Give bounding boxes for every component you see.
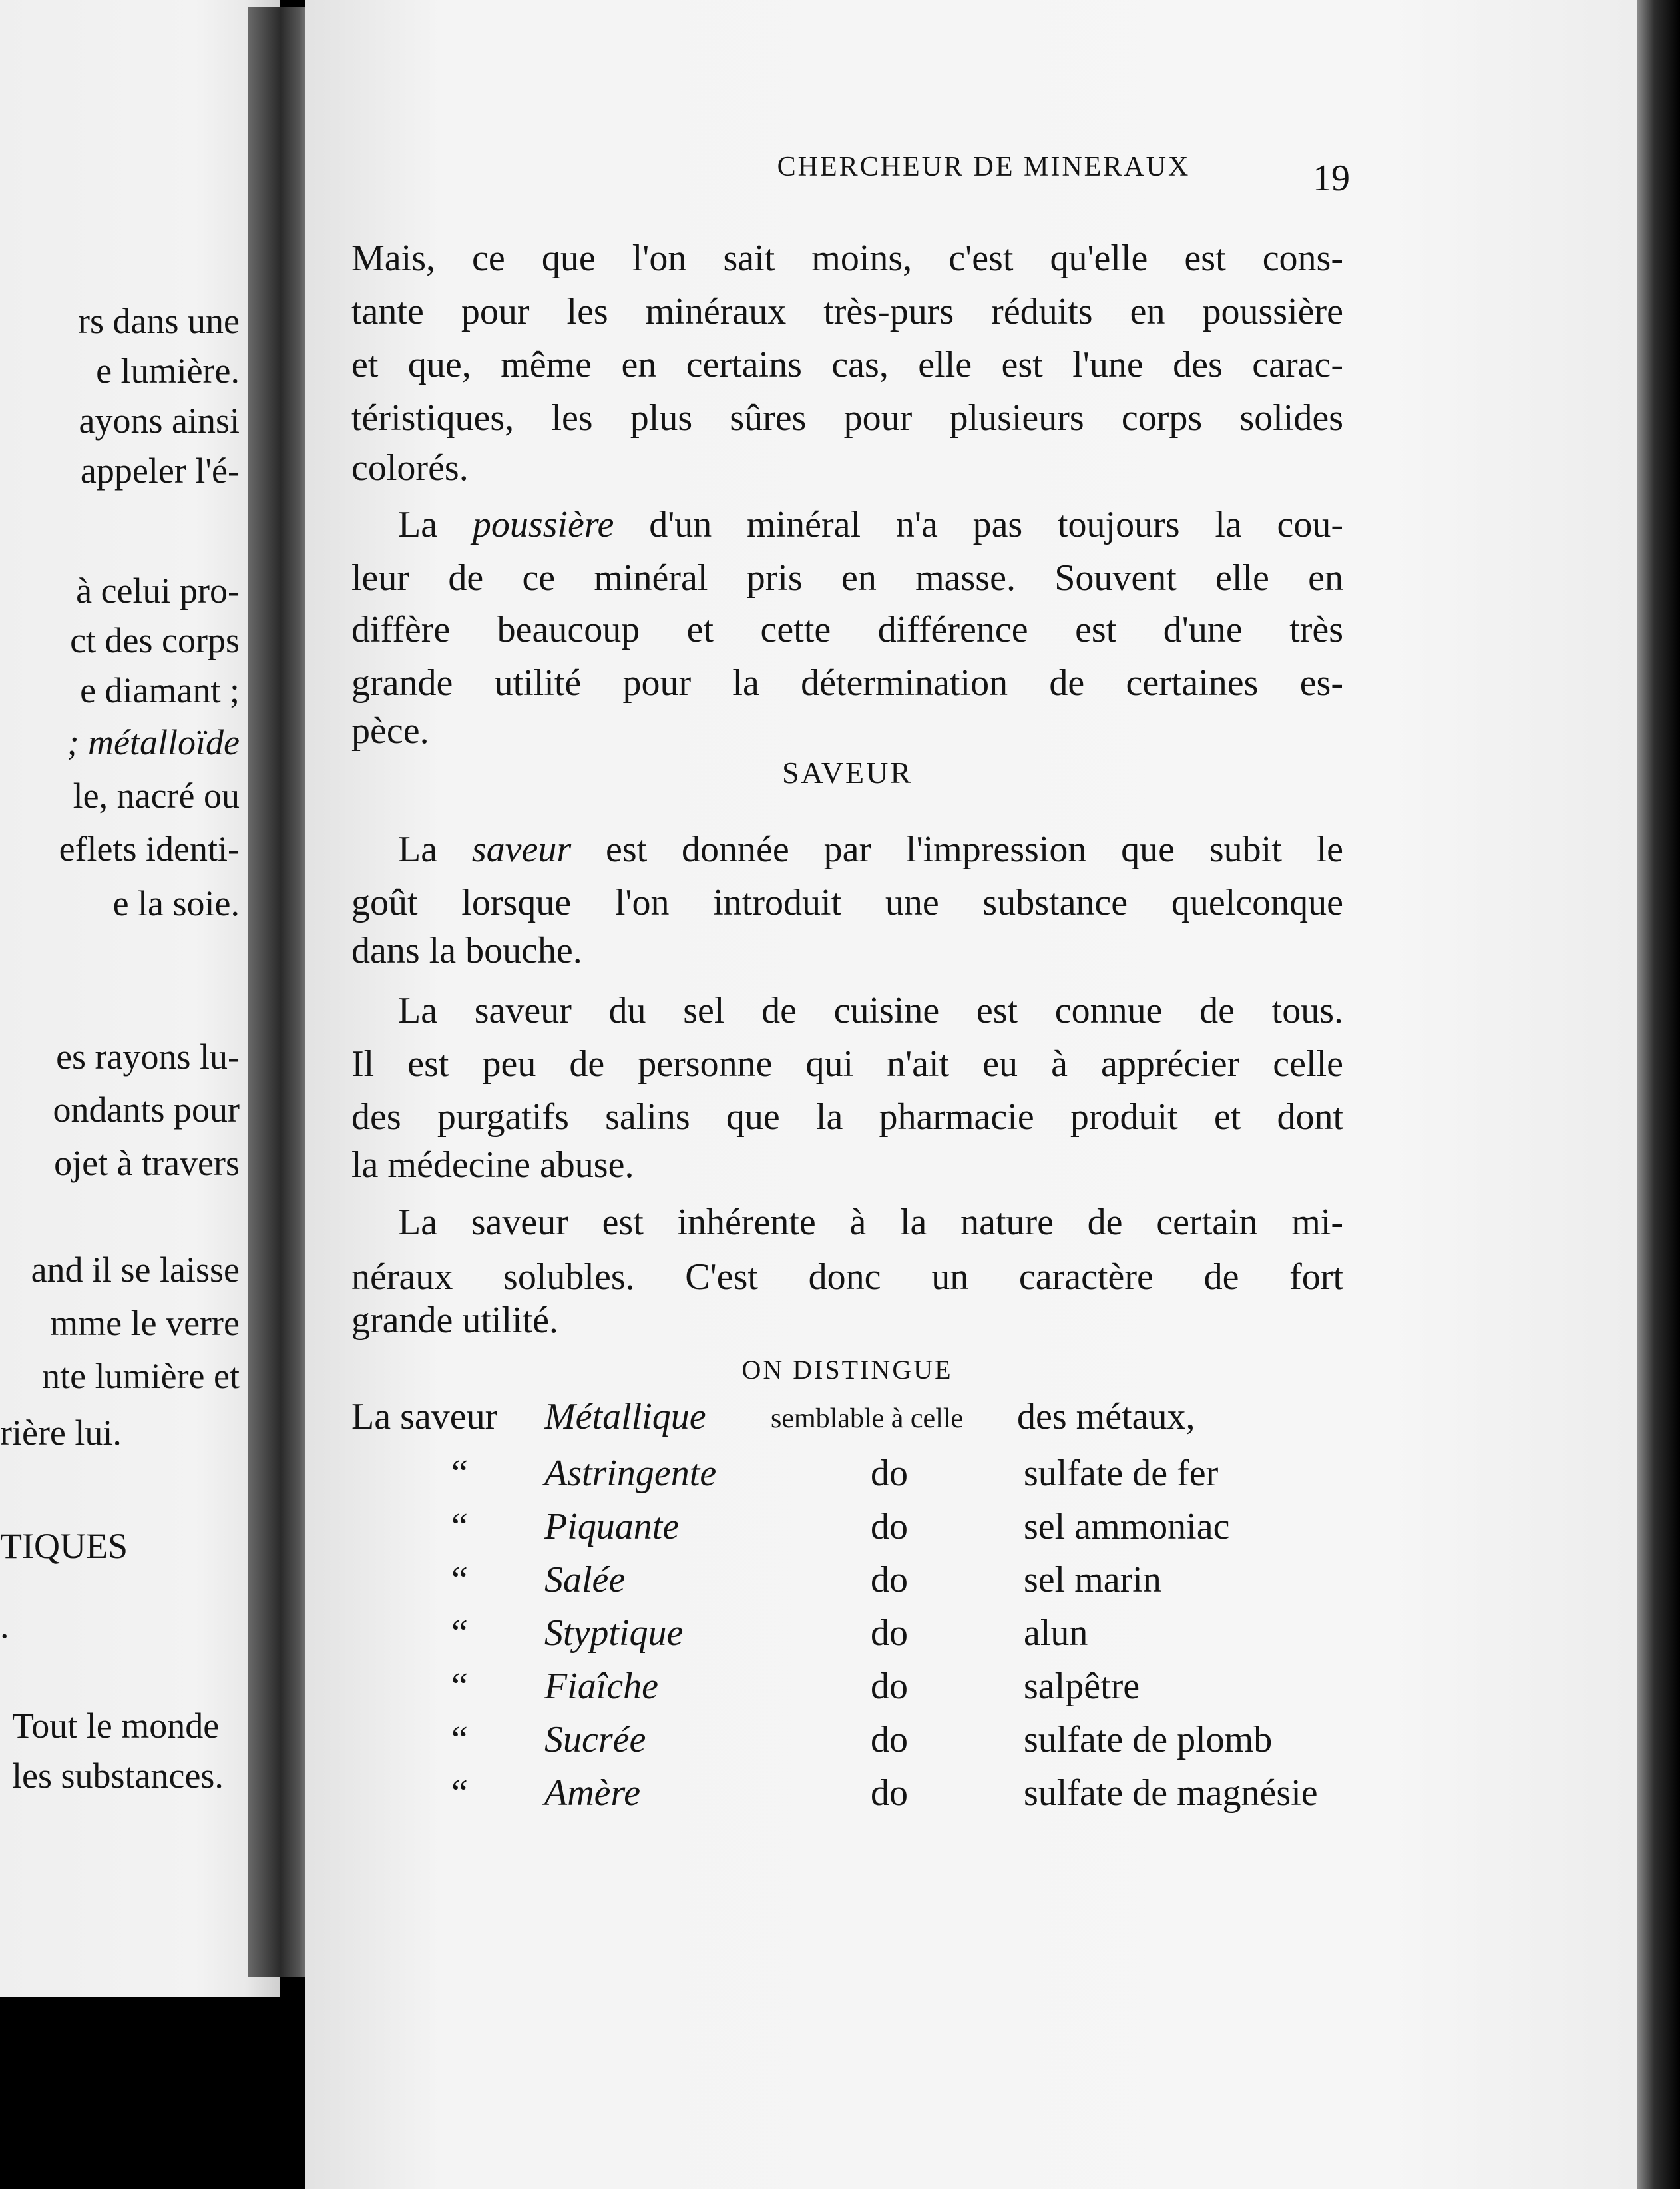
left-page-line: ct des corps [70, 620, 240, 660]
section-heading-saveur: SAVEUR [781, 756, 913, 790]
text-line [398, 831, 1343, 868]
table-taste: Piquante [544, 1506, 680, 1547]
left-page-line: nte lumière et [42, 1356, 240, 1396]
text-line: dans la bouche. [351, 930, 582, 971]
left-page-line: ojet à travers [54, 1143, 240, 1183]
left-page-line: and il se laisse [31, 1250, 240, 1290]
ditto-mark: “ [451, 1506, 468, 1547]
table-lead: La saveur [351, 1396, 498, 1437]
table-similar: semblable à celle [771, 1403, 964, 1434]
table-do: do [871, 1772, 908, 1814]
left-page-line: es rayons lu- [56, 1037, 240, 1077]
text-line: téristiques, les plus sûres pour plusieurs corps solides [351, 397, 1343, 439]
text-line: goût lorsque l'on introduit une substance quelconque [351, 882, 1343, 923]
text-line: la médecine abuse. [351, 1144, 634, 1186]
table-row [351, 1508, 1350, 1555]
text-line: et que, même en certains cas, elle est l'une des carac- [351, 344, 1343, 385]
left-page-line: e la soie. [112, 883, 240, 923]
ditto-mark: “ [451, 1719, 468, 1760]
left-page-line: appeler l'é- [80, 451, 240, 491]
table-do: do [871, 1506, 908, 1547]
ditto-mark: “ [451, 1772, 468, 1814]
table-taste: Astringente [544, 1453, 717, 1494]
ditto-mark: “ [451, 1453, 468, 1494]
text-line: néraux solubles. C'est donc un caractère de fort [351, 1256, 1343, 1298]
left-page-line: e lumière. [96, 351, 240, 391]
table-taste: Fiaîche [544, 1666, 659, 1707]
text-line [398, 506, 1343, 543]
left-page-line: ayons ainsi [79, 401, 240, 441]
table-do: do [871, 1612, 908, 1654]
table-row [351, 1721, 1350, 1768]
table-object: sulfate de magnésie [1024, 1772, 1318, 1814]
left-page-line: TIQUES [0, 1526, 128, 1566]
text-line: des purgatifs salins que la pharmacie produit et dont [351, 1096, 1343, 1138]
left-page-line: mme le verre [50, 1303, 240, 1343]
table-row [351, 1614, 1350, 1661]
table-object: sel ammoniac [1024, 1506, 1230, 1547]
page-number: 19 [1313, 158, 1350, 199]
table-object: sulfate de fer [1024, 1453, 1219, 1494]
ditto-mark: “ [451, 1559, 468, 1600]
text-line: La saveur est inhérente à la nature de certain mi- [398, 1202, 1343, 1243]
table-object: des métaux, [1017, 1396, 1195, 1437]
table-object: sel marin [1024, 1559, 1161, 1600]
left-page-line: e diamant ; [80, 670, 240, 710]
text-line: diffère beaucoup et cette différence est d'une très [351, 609, 1343, 650]
table-row [351, 1398, 1350, 1445]
table-row [351, 1774, 1350, 1821]
text-line: Mais, ce que l'on sait moins, c'est qu'elle est cons- [351, 238, 1343, 279]
page-edge-shadow [1637, 0, 1680, 2189]
text-line: pèce. [351, 710, 429, 752]
left-page-line: rs dans une [78, 301, 240, 341]
table-object: salpêtre [1024, 1666, 1140, 1707]
section-heading-on-distingue: ON DISTINGUE [741, 1355, 953, 1385]
text-line: leur de ce minéral pris en masse. Souvent elle en [351, 557, 1343, 599]
left-page-line: Tout le monde [12, 1706, 220, 1746]
table-taste: Amère [544, 1772, 641, 1814]
left-page-line: ; métalloïde [67, 722, 240, 762]
text-line: La saveur du sel de cuisine est connue de tous. [398, 990, 1343, 1031]
table-taste: Sucrée [544, 1719, 646, 1760]
table-taste: Styptique [544, 1612, 684, 1654]
left-page-line: ondants pour [53, 1090, 240, 1130]
text-line: tante pour les minéraux très-purs réduits en poussière [351, 291, 1343, 332]
table-do: do [871, 1666, 908, 1707]
table-row [351, 1668, 1350, 1714]
ditto-mark: “ [451, 1666, 468, 1707]
table-row [351, 1561, 1350, 1608]
text-span: d'un minéral n'a pas toujours la cou- [614, 504, 1344, 545]
table-taste: Salée [544, 1559, 626, 1600]
left-page-line: . [0, 1606, 9, 1646]
left-page-line: rière lui. [0, 1413, 122, 1453]
text-span: La [398, 504, 473, 545]
text-line: grande utilité. [351, 1300, 559, 1341]
table-object: alun [1024, 1612, 1088, 1654]
text-span: est donnée par l'impression que subit le [571, 829, 1343, 870]
table-do: do [871, 1719, 908, 1760]
left-page-fragment [0, 0, 280, 1997]
text-span: La [398, 829, 472, 870]
left-page-line: le, nacré ou [73, 776, 240, 816]
table-do: do [871, 1559, 908, 1600]
italic-term: poussière [472, 504, 614, 545]
text-line: colorés. [351, 447, 469, 489]
right-page [305, 0, 1656, 2189]
table-row [351, 1455, 1350, 1501]
table-taste: Métallique [544, 1396, 706, 1437]
left-page-line: eflets identi- [59, 829, 240, 869]
ditto-mark: “ [451, 1612, 468, 1654]
italic-term: saveur [471, 829, 572, 870]
left-page-line: les substances. [12, 1756, 224, 1796]
table-do: do [871, 1453, 908, 1494]
running-header: CHERCHEUR DE MINERAUX [777, 152, 1191, 182]
left-page-line: à celui pro- [76, 571, 240, 610]
text-line: Il est peu de personne qui n'ait eu à apprécier celle [351, 1043, 1343, 1085]
text-line: grande utilité pour la détermination de certaines es- [351, 662, 1343, 704]
table-object: sulfate de plomb [1024, 1719, 1273, 1760]
